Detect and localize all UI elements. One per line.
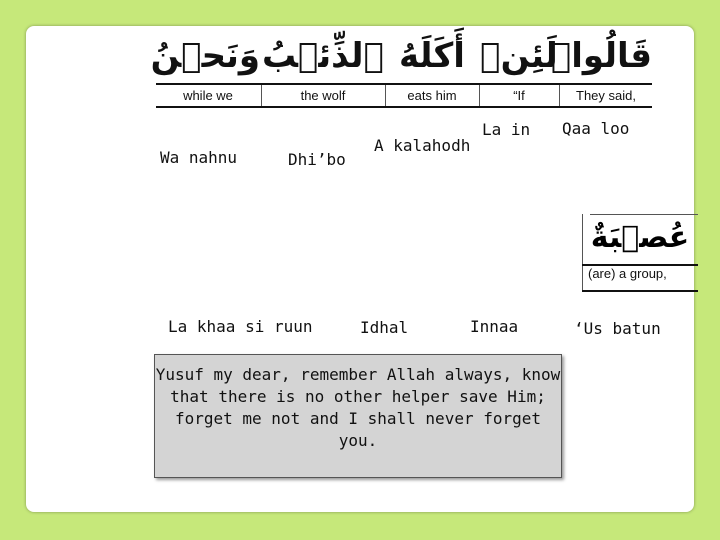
translit-dhi-bo: Dhi’bo (288, 150, 346, 169)
arabic-word-adh-dhib: ٱلذِّئۡبُ (262, 36, 384, 76)
arabic-word-wa-nahnu: وَنَحۡنُ (150, 36, 260, 76)
gloss-a-group: (are) a group, (588, 266, 667, 281)
arabic-verse-strip (150, 30, 652, 106)
arabic-word-la-in: لَئِنۡ (480, 36, 558, 76)
translit-la-in: La in (482, 120, 531, 139)
gloss-if: “If (513, 88, 525, 103)
side-word-box (582, 214, 698, 294)
translit-la-khaa-si-ruun: La khaa si ruun (168, 317, 313, 336)
translit-idhal: Idhal (360, 318, 409, 337)
gloss-bottom-rule (156, 106, 652, 108)
translation-quote-text: Yusuf my dear, remember Allah always, know that there is no other helper save Him; forget me not and I shall never forget you. (155, 365, 561, 450)
gloss-they-said: They said, (576, 88, 636, 103)
gloss-the-wolf: the wolf (300, 88, 346, 103)
gloss-while-we: while we (183, 88, 233, 103)
arabic-word-qaalu: قَالُوا۟ (550, 36, 652, 76)
translation-quote-box (154, 354, 562, 478)
arabic-word-usbatun: عُصۡبَةٌ (590, 220, 690, 255)
slide (26, 26, 694, 512)
gloss-eats-him: eats him (407, 88, 457, 103)
translit-innaa: Innaa (470, 317, 519, 336)
side-word-bottom-rule (582, 290, 698, 292)
translit-us-batun: ‘Us batun (574, 319, 661, 338)
translit-a-kalahodh: A kalahodh (374, 136, 471, 155)
translit-qaa-loo: Qaa loo (562, 119, 630, 138)
translit-wa-nahnu: Wa nahnu (160, 148, 238, 167)
arabic-word-akalahu: أَكَلَهُ (399, 36, 465, 76)
